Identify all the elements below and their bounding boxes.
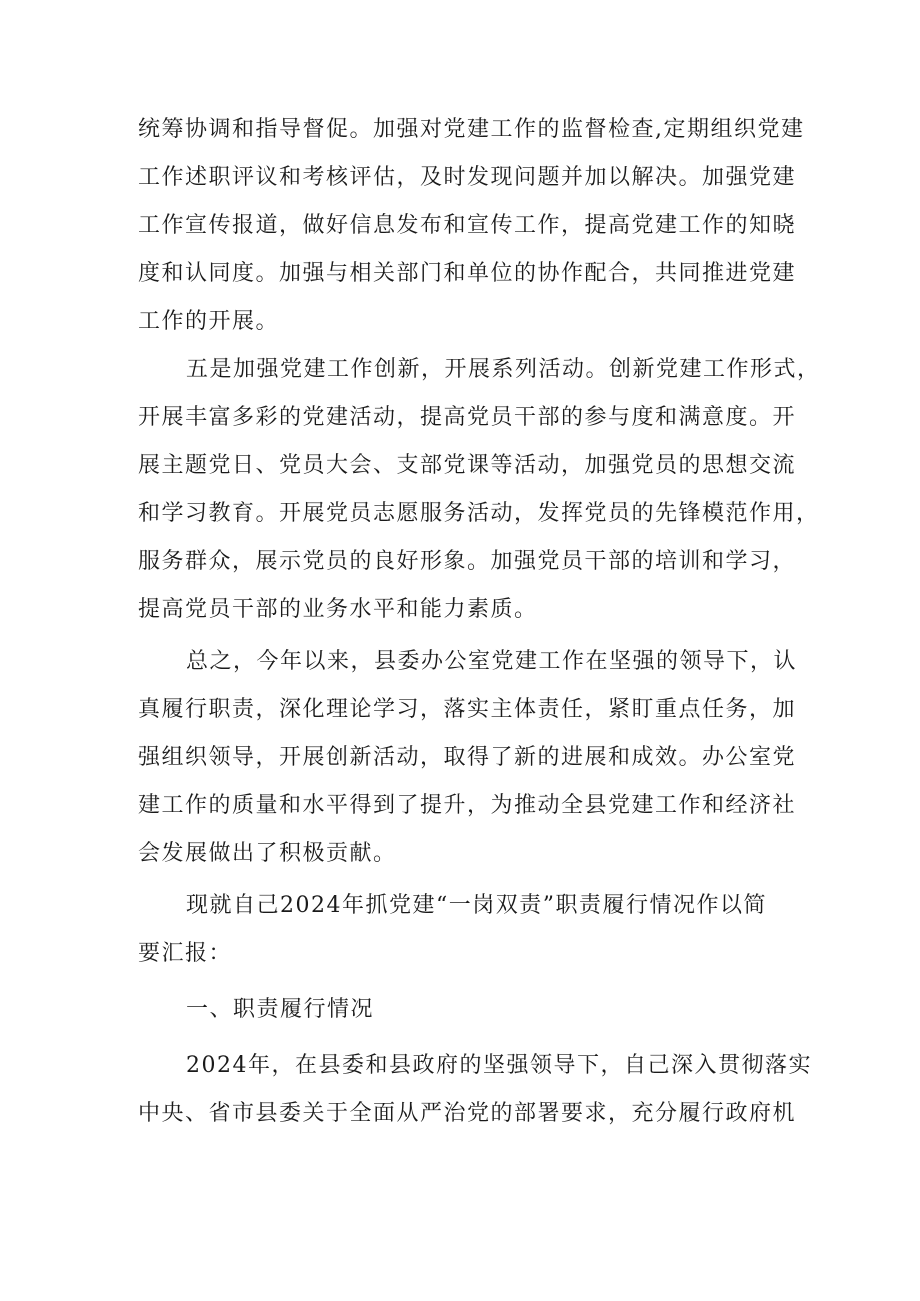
text-line: 要汇报： (138, 941, 233, 966)
text-line: 工作述职评议和考核评估，及时发现问题并加以解决。加强党建 (138, 165, 797, 190)
text-line: 统筹协调和指导督促。加强对党建工作的监督检查,定期组织党建 (138, 117, 805, 142)
text-line: 提高党员干部的业务水平和能力素质。 (138, 597, 538, 622)
text-line: 展主题党日、党员大会、支部党课等活动，加强党员的思想交流 (138, 453, 797, 478)
paragraph-start-line: 现就自己2024年抓党建“一岗双责”职责履行情况作以简 (186, 893, 767, 918)
paragraph-start-line: 2024年，在县委和县政府的坚强领导下，自己深入贯彻落实 (186, 1053, 812, 1078)
text-line: 中央、省市县委关于全面从严治党的部署要求，充分履行政府机 (138, 1101, 797, 1126)
text-line: 真履行职责，深化理论学习，落实主体责任，紧盯重点任务，加 (138, 697, 797, 722)
text-line: 开展丰富多彩的党建活动，提高党员干部的参与度和满意度。开 (138, 405, 797, 430)
paragraph-start-line: 总之，今年以来，县委办公室党建工作在坚强的领导下，认 (186, 649, 798, 674)
text-line: 强组织领导，开展创新活动，取得了新的进展和成效。办公室党 (138, 745, 797, 770)
text-line: 和学习教育。开展党员志愿服务活动，发挥党员的先锋模范作用， (138, 501, 820, 526)
paragraph-start-line: 五是加强党建工作创新，开展系列活动。创新党建工作形式， (186, 357, 821, 382)
text-line: 会发展做出了积极贡献。 (138, 841, 397, 866)
text-line: 建工作的质量和水平得到了提升，为推动全县党建工作和经济社 (138, 793, 797, 818)
text-line: 工作宣传报道，做好信息发布和宣传工作，提高党建工作的知晓 (138, 213, 797, 238)
text-line: 度和认同度。加强与相关部门和单位的协作配合，共同推进党建 (138, 261, 797, 286)
text-line: 工作的开展。 (138, 309, 280, 334)
section-heading: 一、职责履行情况 (186, 997, 375, 1022)
text-line: 服务群众，展示党员的良好形象。加强党员干部的培训和学习， (138, 549, 797, 574)
